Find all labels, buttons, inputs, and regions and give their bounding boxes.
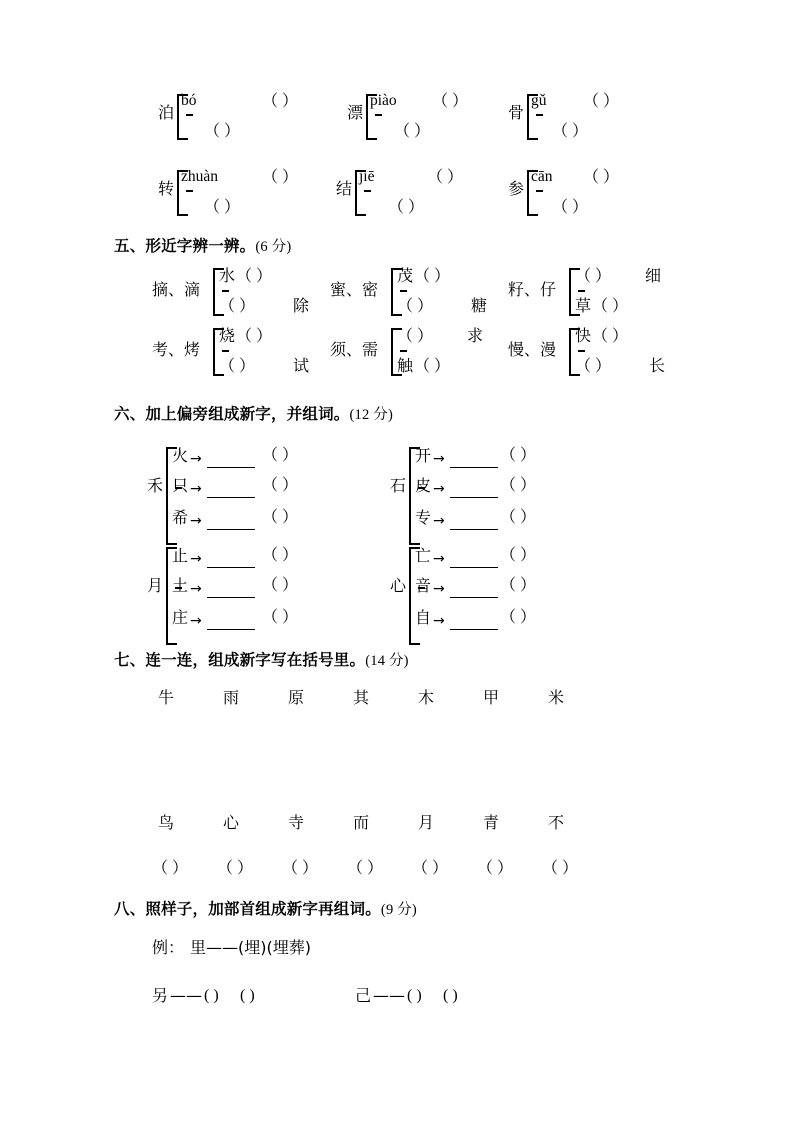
answer-blank[interactable]: [450, 497, 498, 498]
duoyin-bottom-answer[interactable]: （ ）: [204, 199, 241, 216]
answer-blank[interactable]: [207, 597, 255, 598]
xingjinzi-top-answer[interactable]: （ ）: [592, 328, 629, 345]
section-seven-number: 七、: [114, 651, 146, 669]
word-answer[interactable]: （ ）: [262, 547, 299, 564]
example-label: 例：: [152, 938, 185, 957]
duoyin-bottom-answer[interactable]: （ ）: [394, 123, 431, 140]
radical-label: 禾: [147, 476, 164, 495]
match-top-char[interactable]: 木: [418, 688, 435, 707]
duoyin-character: 漂: [347, 103, 364, 122]
xingjinzi-top-answer[interactable]: （ ）: [236, 328, 273, 345]
bracket-notch: [222, 350, 229, 352]
answer-blank[interactable]: [207, 467, 255, 468]
xingjinzi-top-prefix: 水: [219, 266, 236, 285]
buushou-slot-word[interactable]: ( ): [240, 987, 255, 1004]
match-answer-slot[interactable]: （ ）: [152, 860, 189, 877]
answer-blank[interactable]: [450, 567, 498, 568]
arrow-icon: →: [190, 581, 202, 597]
xingjinzi-bottom-suffix: 试: [293, 356, 310, 375]
radical-label: 月: [147, 576, 164, 595]
bracket-notch: [536, 114, 543, 116]
xingjinzi-label: 须、需: [330, 340, 379, 359]
section-six-points: (12 分): [349, 407, 393, 423]
word-answer[interactable]: （ ）: [500, 509, 537, 526]
duoyin-bottom-answer[interactable]: （ ）: [552, 199, 589, 216]
match-bottom-char[interactable]: 鸟: [158, 813, 175, 832]
bracket-notch: [578, 290, 585, 292]
answer-blank[interactable]: [450, 529, 498, 530]
buushou-slot-char[interactable]: ( ): [204, 987, 219, 1004]
duoyin-top-answer[interactable]: （ ）: [427, 169, 464, 186]
section-seven-heading: [114, 648, 409, 670]
duoyin-top-pinyin: bó: [181, 92, 197, 109]
word-answer[interactable]: （ ）: [500, 547, 537, 564]
duoyin-bottom-answer[interactable]: （ ）: [204, 123, 241, 140]
radical-base-char: 土: [172, 576, 189, 595]
xingjinzi-top-answer[interactable]: （ ）: [397, 328, 434, 345]
section-five-title: 形近字辨一辨。: [145, 237, 256, 255]
arrow-icon: →: [190, 513, 202, 529]
match-top-char[interactable]: 牛: [158, 688, 175, 707]
section-eight-heading: [114, 897, 417, 919]
xingjinzi-bottom-suffix: 长: [649, 356, 666, 375]
xingjinzi-top-suffix: 求: [467, 326, 484, 345]
match-bottom-char[interactable]: 青: [483, 813, 500, 832]
arrow-icon: →: [433, 613, 445, 629]
xingjinzi-bottom-answer[interactable]: （ ）: [219, 298, 256, 315]
answer-blank[interactable]: [207, 629, 255, 630]
match-top-char[interactable]: 甲: [483, 688, 500, 707]
duoyin-bottom-answer[interactable]: （ ）: [388, 199, 425, 216]
match-bottom-char[interactable]: 心: [223, 813, 240, 832]
section-five-heading: [114, 234, 291, 256]
match-top-char[interactable]: 原: [288, 688, 305, 707]
xingjinzi-bottom-prefix: 草: [575, 296, 592, 315]
xingjinzi-label: 籽、仔: [508, 280, 557, 299]
xingjinzi-top-prefix: 烧: [219, 326, 236, 345]
bracket-notch: [375, 114, 382, 116]
match-answer-slot[interactable]: （ ）: [542, 860, 579, 877]
match-answer-slot[interactable]: （ ）: [282, 860, 319, 877]
bracket-notch: [578, 350, 585, 352]
radical-base-char: 庄: [172, 608, 189, 627]
section-seven-title: 连一连，组成新字写在括号里。: [145, 651, 366, 669]
radical-base-char: 专: [415, 508, 432, 527]
xingjinzi-bottom-answer[interactable]: （ ）: [397, 298, 434, 315]
duoyin-character: 骨: [508, 103, 525, 122]
match-bottom-char[interactable]: 月: [418, 813, 435, 832]
example-text: 里——(埋)(埋葬): [190, 938, 311, 957]
section-six-heading: [114, 402, 393, 424]
word-answer[interactable]: （ ）: [262, 477, 299, 494]
xingjinzi-bottom-prefix: 触: [397, 356, 414, 375]
word-answer[interactable]: （ ）: [262, 447, 299, 464]
xingjinzi-top-answer[interactable]: （ ）: [575, 268, 612, 285]
match-answer-slot[interactable]: （ ）: [347, 860, 384, 877]
radical-base-char: 希: [172, 508, 189, 527]
match-bottom-char[interactable]: 寺: [288, 813, 305, 832]
xingjinzi-bottom-answer[interactable]: （ ）: [414, 358, 451, 375]
answer-blank[interactable]: [450, 597, 498, 598]
arrow-icon: →: [190, 613, 202, 629]
buushou-dash: ——: [170, 986, 202, 1005]
xingjinzi-top-suffix: 细: [645, 266, 662, 285]
xingjinzi-bottom-suffix: 糖: [471, 296, 488, 315]
buushou-slot-char[interactable]: ( ): [407, 987, 422, 1004]
radical-label: 心: [390, 576, 407, 595]
answer-blank[interactable]: [207, 567, 255, 568]
arrow-icon: →: [433, 513, 445, 529]
bracket-notch: [186, 114, 193, 116]
answer-blank[interactable]: [450, 467, 498, 468]
match-bottom-char[interactable]: 不: [548, 813, 565, 832]
section-five-number: 五、: [114, 237, 146, 255]
section-eight-title: 照样子，加部首组成新字再组词。: [145, 900, 381, 918]
arrow-icon: →: [433, 551, 445, 567]
duoyin-top-pinyin: zhuàn: [181, 168, 219, 185]
duoyin-character: 结: [336, 179, 353, 198]
xingjinzi-bottom-answer[interactable]: （ ）: [219, 358, 256, 375]
radical-base-char: 自: [415, 608, 432, 627]
word-answer[interactable]: （ ）: [500, 477, 537, 494]
arrow-icon: →: [433, 481, 445, 497]
radical-base-char: 亡: [415, 546, 432, 565]
word-answer[interactable]: （ ）: [500, 447, 537, 464]
bracket-notch: [222, 290, 229, 292]
arrow-icon: →: [190, 551, 202, 567]
word-answer[interactable]: （ ）: [262, 509, 299, 526]
arrow-icon: →: [190, 481, 202, 497]
radical-base-char: 皮: [415, 476, 432, 495]
xingjinzi-top-answer[interactable]: （ ）: [414, 268, 451, 285]
arrow-icon: →: [190, 451, 202, 467]
xingjinzi-label: 摘、滴: [152, 280, 201, 299]
match-answer-slot[interactable]: （ ）: [217, 860, 254, 877]
section-eight-points: (9 分): [380, 902, 417, 918]
buushou-base-char: 己: [355, 986, 372, 1005]
bracket-notch: [400, 290, 407, 292]
xingjinzi-bottom-answer[interactable]: （ ）: [592, 298, 629, 315]
xingjinzi-top-prefix: 茂: [397, 266, 414, 285]
xingjinzi-label: 慢、漫: [508, 340, 557, 359]
duoyin-top-pinyin: piào: [370, 92, 397, 109]
xingjinzi-bottom-answer[interactable]: （ ）: [575, 358, 612, 375]
bracket-notch: [186, 190, 193, 192]
match-answer-slot[interactable]: （ ）: [477, 860, 514, 877]
buushou-base-char: 另: [152, 986, 169, 1005]
bracket-notch: [400, 350, 407, 352]
section-eight-number: 八、: [114, 900, 146, 918]
duoyin-bottom-answer[interactable]: （ ）: [552, 123, 589, 140]
duoyin-character: 泊: [158, 103, 175, 122]
arrow-icon: →: [433, 451, 445, 467]
buushou-slot-word[interactable]: ( ): [443, 987, 458, 1004]
duoyin-top-answer[interactable]: （ ）: [583, 93, 620, 110]
duoyin-character: 转: [158, 179, 175, 198]
match-answer-slot[interactable]: （ ）: [412, 860, 449, 877]
duoyin-top-pinyin: gǔ: [531, 92, 547, 109]
xingjinzi-label: 蜜、密: [330, 280, 379, 299]
answer-blank[interactable]: [207, 497, 255, 498]
section-seven-points: (14 分): [365, 653, 409, 669]
buushou-dash: ——: [373, 986, 405, 1005]
arrow-icon: →: [433, 581, 445, 597]
duoyin-character: 参: [508, 179, 525, 198]
xingjinzi-top-answer[interactable]: （ ）: [236, 268, 273, 285]
radical-base-char: 只: [172, 476, 189, 495]
match-top-char[interactable]: 米: [548, 688, 565, 707]
section-five-points: (6 分): [255, 239, 292, 255]
word-answer[interactable]: （ ）: [262, 609, 299, 626]
xingjinzi-label: 考、烤: [152, 340, 201, 359]
section-six-title: 加上偏旁组成新字，并组词。: [145, 405, 350, 423]
match-bottom-char[interactable]: 而: [353, 813, 370, 832]
word-answer[interactable]: （ ）: [262, 577, 299, 594]
duoyin-top-answer[interactable]: （ ）: [262, 93, 299, 110]
radical-base-char: 止: [172, 546, 189, 565]
duoyin-top-pinyin: jiē: [359, 168, 375, 185]
radical-base-char: 火: [172, 446, 189, 465]
section-six-number: 六、: [114, 405, 146, 423]
answer-blank[interactable]: [207, 529, 255, 530]
duoyin-top-answer[interactable]: （ ）: [432, 93, 469, 110]
xingjinzi-top-prefix: 快: [575, 326, 592, 345]
duoyin-top-answer[interactable]: （ ）: [262, 169, 299, 186]
match-top-char[interactable]: 其: [353, 688, 370, 707]
match-top-char[interactable]: 雨: [223, 688, 240, 707]
xingjinzi-bottom-suffix: 除: [293, 296, 310, 315]
word-answer[interactable]: （ ）: [500, 577, 537, 594]
radical-label: 石: [390, 476, 407, 495]
bracket-notch: [536, 190, 543, 192]
radical-base-char: 开: [415, 446, 432, 465]
radical-base-char: 音: [415, 576, 432, 595]
bracket-notch: [364, 190, 371, 192]
duoyin-top-pinyin: cān: [531, 168, 553, 185]
duoyin-top-answer[interactable]: （ ）: [583, 169, 620, 186]
answer-blank[interactable]: [450, 629, 498, 630]
word-answer[interactable]: （ ）: [500, 609, 537, 626]
